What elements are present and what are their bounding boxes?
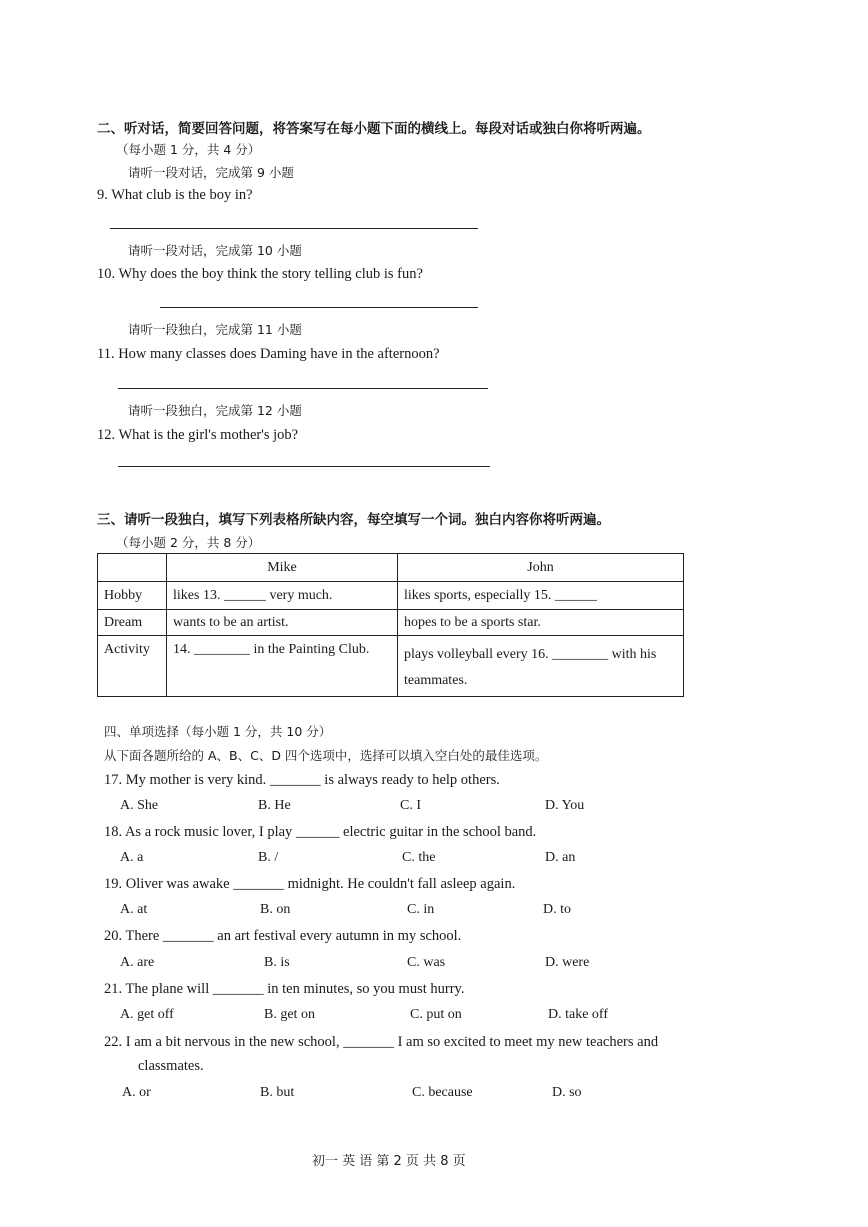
q17-stem: 17. My mother is very kind. _______ is always ready to help others. <box>104 772 500 788</box>
q22-option-a[interactable]: A. or <box>122 1085 151 1100</box>
q22-option-b[interactable]: B. but <box>260 1085 295 1100</box>
q19-stem: 19. Oliver was awake _______ midnight. He couldn't fall asleep again. <box>104 876 516 892</box>
q9-question: 9. What club is the boy in? <box>97 187 253 203</box>
q17-option-b[interactable]: B. He <box>258 798 291 813</box>
section2-title: 二、听对话，简要回答问题，将答案写在每小题下面的横线上。每段对话或独白你将听两遍。 <box>97 121 651 137</box>
q22-option-c[interactable]: C. because <box>412 1085 473 1100</box>
q18-option-d[interactable]: D. an <box>545 850 576 865</box>
q10-answer-line[interactable] <box>160 307 478 308</box>
q12-answer-line[interactable] <box>118 466 490 467</box>
cell-mike-activity[interactable]: 14. ________ in the Painting Club. <box>167 636 398 697</box>
row-label-activity: Activity <box>98 636 167 697</box>
cell-john-dream: hopes to be a sports star. <box>398 610 684 636</box>
q19-option-a[interactable]: A. at <box>120 902 148 917</box>
section4-instruction: 从下面各题所给的 A、B、C、D 四个选项中，选择可以填入空白处的最佳选项。 <box>104 748 548 763</box>
section4-title: 四、单项选择（每小题 1 分，共 10 分） <box>104 724 332 739</box>
q20-option-a[interactable]: A. are <box>120 955 155 970</box>
table-row <box>98 610 684 636</box>
q20-option-d[interactable]: D. were <box>545 955 590 970</box>
q12-instruction: 请听一段独白，完成第 12 小题 <box>128 403 302 418</box>
q18-option-b[interactable]: B. / <box>258 850 279 865</box>
table-header-mike: Mike <box>167 554 398 582</box>
table-row <box>98 636 684 697</box>
q11-question: 11. How many classes does Daming have in the afternoon? <box>97 346 440 362</box>
q20-option-b[interactable]: B. is <box>264 955 290 970</box>
section3-title: 三、请听一段独白，填写下列表格所缺内容，每空填写一个词。独白内容你将听两遍。 <box>97 512 610 528</box>
q9-answer-line[interactable] <box>110 228 478 229</box>
q21-stem: 21. The plane will _______ in ten minutes, so you must hurry. <box>104 981 465 997</box>
table-header-john: John <box>398 554 684 582</box>
q19-option-d[interactable]: D. to <box>543 902 571 917</box>
q21-option-a[interactable]: A. get off <box>120 1007 174 1022</box>
q22-stem: 22. I am a bit nervous in the new school, _______ I am so excited to meet my new teachers and <box>104 1034 659 1050</box>
section3-scoring: （每小题 2 分，共 8 分） <box>116 535 261 550</box>
q18-option-c[interactable]: C. the <box>402 850 436 865</box>
q17-option-a[interactable]: A. She <box>120 798 159 813</box>
q21-option-d[interactable]: D. take off <box>548 1007 608 1022</box>
row-label-hobby: Hobby <box>98 582 167 610</box>
table-header-row <box>98 554 684 582</box>
q17-option-d[interactable]: D. You <box>545 798 585 813</box>
q19-option-c[interactable]: C. in <box>407 902 435 917</box>
table-corner-cell <box>98 554 167 582</box>
info-table <box>97 553 684 697</box>
page-footer: 初一 英 语 第 2 页 共 8 页 <box>312 1154 466 1169</box>
q9-instruction: 请听一段对话，完成第 9 小题 <box>128 165 294 180</box>
q20-stem: 20. There _______ an art festival every autumn in my school. <box>104 928 462 944</box>
q18-stem: 18. As a rock music lover, I play ______ electric guitar in the school band. <box>104 824 537 840</box>
q10-instruction: 请听一段对话，完成第 10 小题 <box>128 243 302 258</box>
q12-question: 12. What is the girl's mother's job? <box>97 427 299 443</box>
row-label-dream: Dream <box>98 610 167 636</box>
q21-option-c[interactable]: C. put on <box>410 1007 462 1022</box>
q22-option-d[interactable]: D. so <box>552 1085 582 1100</box>
cell-mike-hobby[interactable]: likes 13. ______ very much. <box>167 582 398 610</box>
q22-stem-continued: classmates. <box>138 1058 204 1074</box>
cell-john-hobby[interactable]: likes sports, especially 15. ______ <box>398 582 684 610</box>
q21-option-b[interactable]: B. get on <box>264 1007 315 1022</box>
cell-john-activity[interactable]: plays volleyball every 16. ________ with his teammates. <box>398 636 684 697</box>
q17-option-c[interactable]: C. I <box>400 798 421 813</box>
table-row <box>98 582 684 610</box>
q19-option-b[interactable]: B. on <box>260 902 291 917</box>
section2-scoring: （每小题 1 分，共 4 分） <box>116 142 261 157</box>
q11-instruction: 请听一段独白，完成第 11 小题 <box>128 322 302 337</box>
q18-option-a[interactable]: A. a <box>120 850 144 865</box>
q10-question: 10. Why does the boy think the story telling club is fun? <box>97 266 423 282</box>
q20-option-c[interactable]: C. was <box>407 955 446 970</box>
cell-mike-dream: wants to be an artist. <box>167 610 398 636</box>
q11-answer-line[interactable] <box>118 388 488 389</box>
